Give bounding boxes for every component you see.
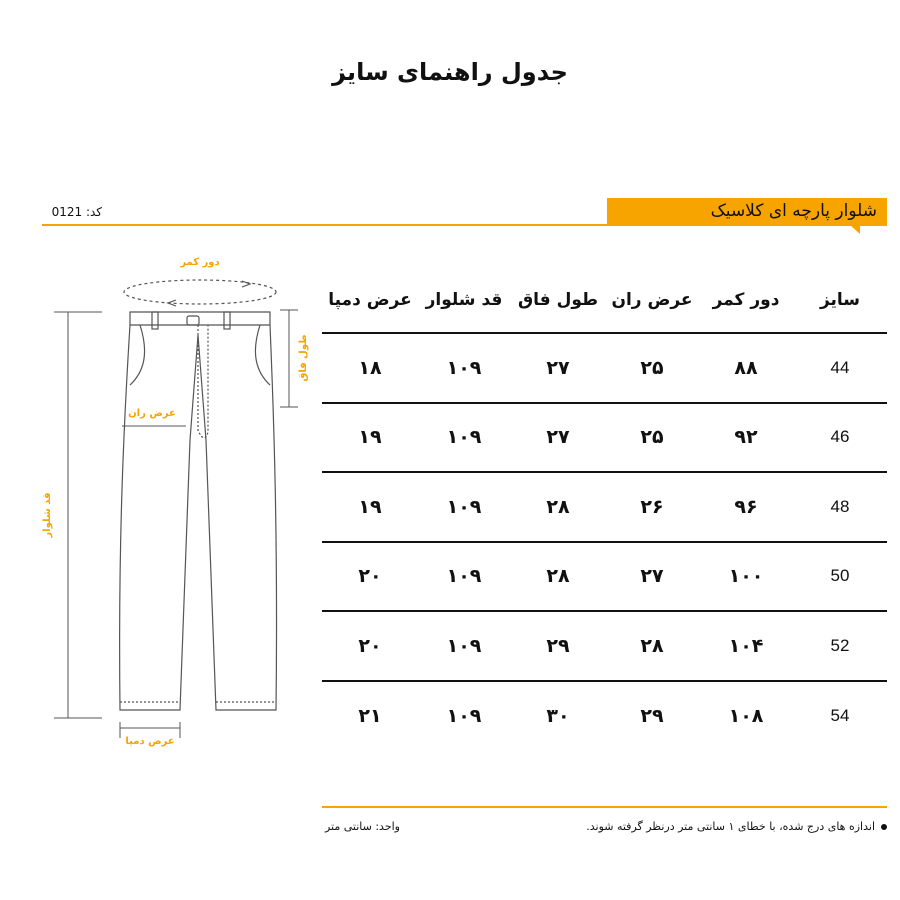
page-title: جدول راهنمای سایز xyxy=(332,58,568,86)
table-cell: ۱۹ xyxy=(358,426,382,449)
hem-dimension-label: عرض دمپا xyxy=(125,736,175,747)
table-cell: ۲۷ xyxy=(546,356,570,379)
pants-diagram xyxy=(30,240,320,760)
table-cell: ۱۰۹ xyxy=(446,565,482,588)
table-cell: ۲۵ xyxy=(640,356,664,379)
bullet-icon xyxy=(881,824,887,830)
table-cell: ۲۰ xyxy=(358,634,382,657)
table-header-cell: قد شلوار xyxy=(425,290,503,310)
table-cell: ۱۰۴ xyxy=(728,634,764,657)
unit-label: واحد: سانتی متر xyxy=(324,820,400,833)
pocket-left xyxy=(130,325,145,385)
waist-measure-icon xyxy=(124,280,276,306)
table-row xyxy=(322,473,887,543)
length-dimension-label: قد شلوار xyxy=(42,492,53,538)
rise-measure-line xyxy=(280,310,298,407)
table-cell: ۱۰۹ xyxy=(446,495,482,518)
table-cell: ۲۱ xyxy=(358,705,382,728)
belt-loop-right xyxy=(224,312,230,329)
table-cell: ۱۰۰ xyxy=(728,565,764,588)
table-row xyxy=(322,682,887,752)
table-header-cell: دور کمر xyxy=(712,290,780,310)
table-cell: ۹۲ xyxy=(734,426,758,449)
table-header-cell: عرض دمپا xyxy=(328,290,412,310)
table-header-cell: عرض ران xyxy=(611,290,693,310)
product-name-banner: شلوار پارچه ای کلاسیک xyxy=(607,198,887,225)
fly-stitch xyxy=(198,325,208,438)
table-cell: ۲۸ xyxy=(546,565,570,588)
table-cell: ۲۸ xyxy=(546,495,570,518)
table-cell: ۲۹ xyxy=(640,705,664,728)
rise-dimension-label: طول فاق xyxy=(298,334,309,382)
table-cell: ۱۹ xyxy=(358,495,382,518)
table-cell: ۲۰ xyxy=(358,565,382,588)
table-cell: ۸۸ xyxy=(734,356,758,379)
table-cell: ۱۸ xyxy=(358,356,382,379)
table-cell: ۲۵ xyxy=(640,426,664,449)
table-row xyxy=(322,334,887,404)
table-cell: ۳۰ xyxy=(546,705,570,728)
table-cell: ۲۷ xyxy=(640,565,664,588)
table-cell: ۱۰۹ xyxy=(446,705,482,728)
belt-loop-left xyxy=(152,312,158,329)
table-cell: ۹۶ xyxy=(734,495,758,518)
table-cell: ۱۰۹ xyxy=(446,356,482,379)
pants-illustration xyxy=(30,240,320,760)
thigh-dimension-label: عرض ران xyxy=(128,408,176,419)
table-cell: 46 xyxy=(830,427,850,447)
waist-dimension-label: دور کمر xyxy=(180,257,220,268)
tolerance-note: اندازه های درج شده، با خطای ۱ سانتی متر درنظر گرفته شوند. xyxy=(586,820,875,833)
table-cell: 54 xyxy=(830,706,850,726)
table-row xyxy=(322,404,887,474)
table-cell: ۲۹ xyxy=(546,634,570,657)
table-cell: ۱۰۸ xyxy=(728,705,764,728)
table-cell: ۲۶ xyxy=(640,495,664,518)
table-cell: 50 xyxy=(830,566,850,586)
length-measure-line xyxy=(54,312,102,718)
table-row xyxy=(322,612,887,682)
table-cell: ۱۰۹ xyxy=(446,634,482,657)
product-code: کد: 0121 xyxy=(51,205,102,219)
table-cell: 48 xyxy=(830,496,850,516)
table-cell: 44 xyxy=(830,357,850,377)
footer-divider xyxy=(322,806,887,808)
table-cell: ۲۷ xyxy=(546,426,570,449)
banner-tail-shape xyxy=(850,225,860,234)
table-header-cell: سایز xyxy=(819,290,861,310)
size-table xyxy=(322,268,887,751)
waist-button xyxy=(187,316,199,325)
table-header-row xyxy=(322,268,887,334)
table-cell: ۱۰۹ xyxy=(446,426,482,449)
table-header-cell: طول فاق xyxy=(517,290,599,310)
table-row xyxy=(322,543,887,613)
table-cell: ۲۸ xyxy=(640,634,664,657)
waistband-shape xyxy=(130,312,270,325)
footer-note xyxy=(560,820,887,833)
pocket-right xyxy=(255,325,270,385)
table-cell: 52 xyxy=(830,635,850,655)
